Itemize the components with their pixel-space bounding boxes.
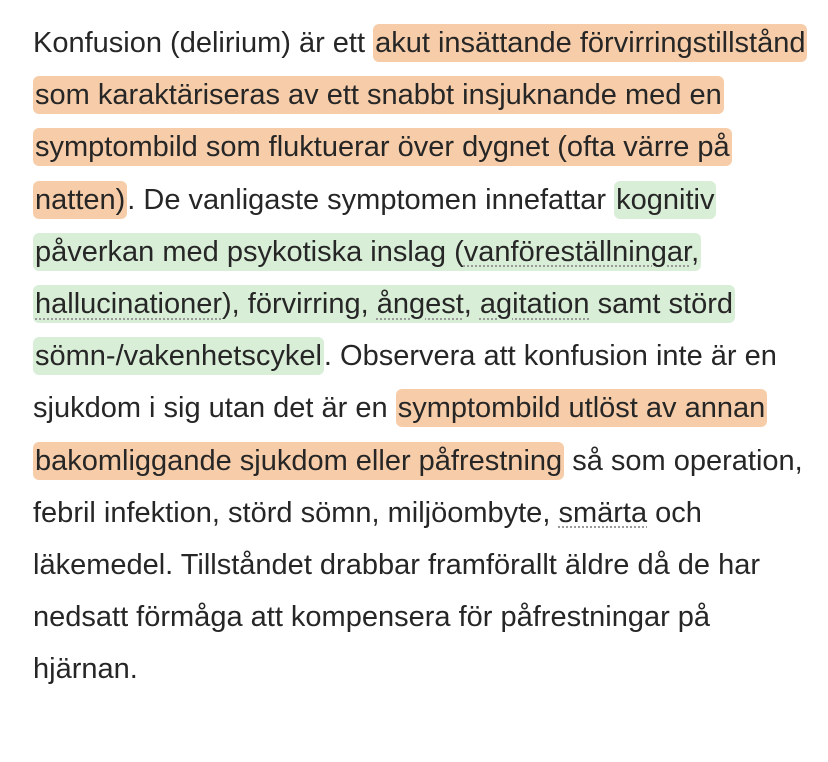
text-segment: , [463, 288, 480, 321]
text-segment: samt störd sömn-/vakenhetscykel [35, 288, 733, 373]
text-segment: Konfusion (delirium) är ett [33, 27, 374, 59]
text-segment: , [691, 235, 700, 268]
term-link-agitation[interactable]: agitation [479, 288, 590, 321]
text-segment: . De vanligaste symptomen innefattar [127, 183, 615, 216]
term-link-hallucinationer[interactable]: hallucinationer [35, 288, 223, 321]
term-link-angest[interactable]: ångest [376, 288, 464, 321]
text-segment: så som operation, febril infektion, störd sömn, miljöombyte, [33, 444, 803, 529]
term-link-vanforestallningar[interactable]: vanföreställningar [463, 235, 692, 268]
highlight-cause: symptombild utlöst av annan bakomliggande sjukdom eller påfrestning [33, 389, 767, 479]
text-segment: ), förvirring, [222, 288, 377, 321]
text-segment: kognitiv påverkan med psykotiska inslag ( [35, 183, 715, 268]
paragraph [33, 17, 808, 696]
highlight-definition: akut insättande förvirringstillstånd som karaktäriseras av ett snabbt insjuknande med en symptombild som fluktuerar över dygnet (ofta värre på natten) [33, 24, 807, 219]
text-segment: . Observera att konfusion inte är en sjukdom i sig utan det är en [33, 340, 777, 425]
text-segment: och läkemedel. Tillståndet drabbar framförallt äldre då de har nedsatt förmåga att kompensera för påfrestningar på hjärnan. [33, 496, 760, 686]
term-link-smarta[interactable]: smärta [558, 496, 648, 529]
